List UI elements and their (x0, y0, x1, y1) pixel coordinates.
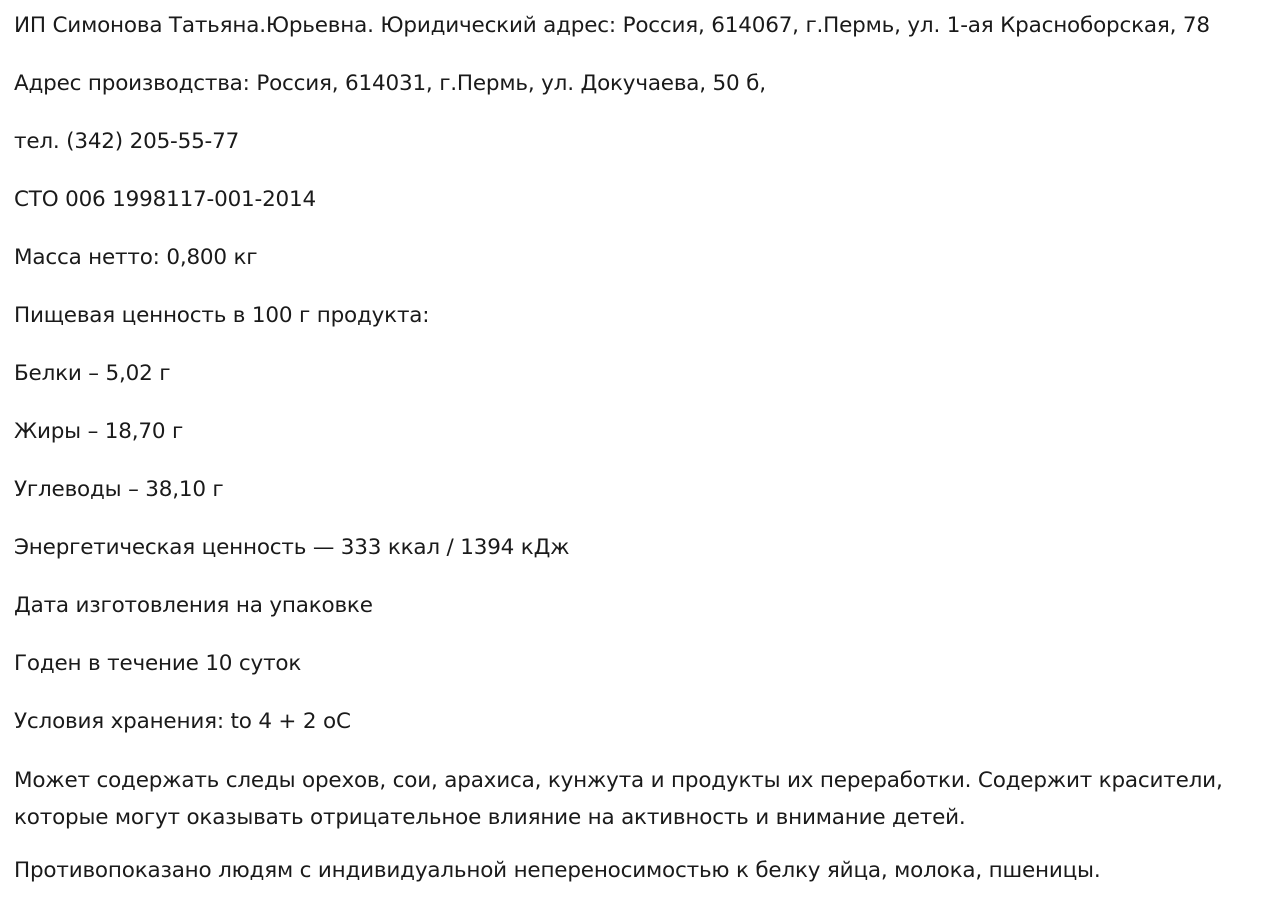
carbohydrates-line: Углеводы – 38,10 г (14, 477, 224, 502)
protein-line: Белки – 5,02 г (14, 361, 171, 386)
standard-line: СТО 006 1998117-001-2014 (14, 187, 316, 212)
warning-paragraph: Может содержать следы орехов, сои, арахиса, кунжута и продукты их переработки. Содержит красители, которые могут оказывать отрицательное влияние на активность и внимание детей. (14, 768, 1223, 830)
production-address-line: Адрес производства: Россия, 614031, г.Пермь, ул. Докучаева, 50 б, (14, 71, 766, 96)
nutrition-header-line: Пищевая ценность в 100 г продукта: (14, 303, 430, 328)
storage-conditions-line: Условия хранения: to 4 + 2 oC (14, 709, 351, 734)
manufacture-date-line: Дата изготовления на упаковке (14, 593, 373, 618)
legal-address-line: ИП Симонова Татьяна.Юрьевна. Юридический адрес: Россия, 614067, г.Пермь, ул. 1-ая Красноборская, 78 (14, 13, 1210, 38)
net-weight-line: Масса нетто: 0,800 кг (14, 245, 258, 270)
phone-line: тел. (342) 205-55-77 (14, 129, 240, 154)
energy-value-line: Энергетическая ценность — 333 ккал / 1394 кДж (14, 535, 570, 560)
contraindication-line: Противопоказано людям с индивидуальной непереносимостью к белку яйца, молока, пшеницы. (14, 858, 1101, 883)
fat-line: Жиры – 18,70 г (14, 419, 184, 444)
shelf-life-line: Годен в течение 10 суток (14, 651, 302, 676)
